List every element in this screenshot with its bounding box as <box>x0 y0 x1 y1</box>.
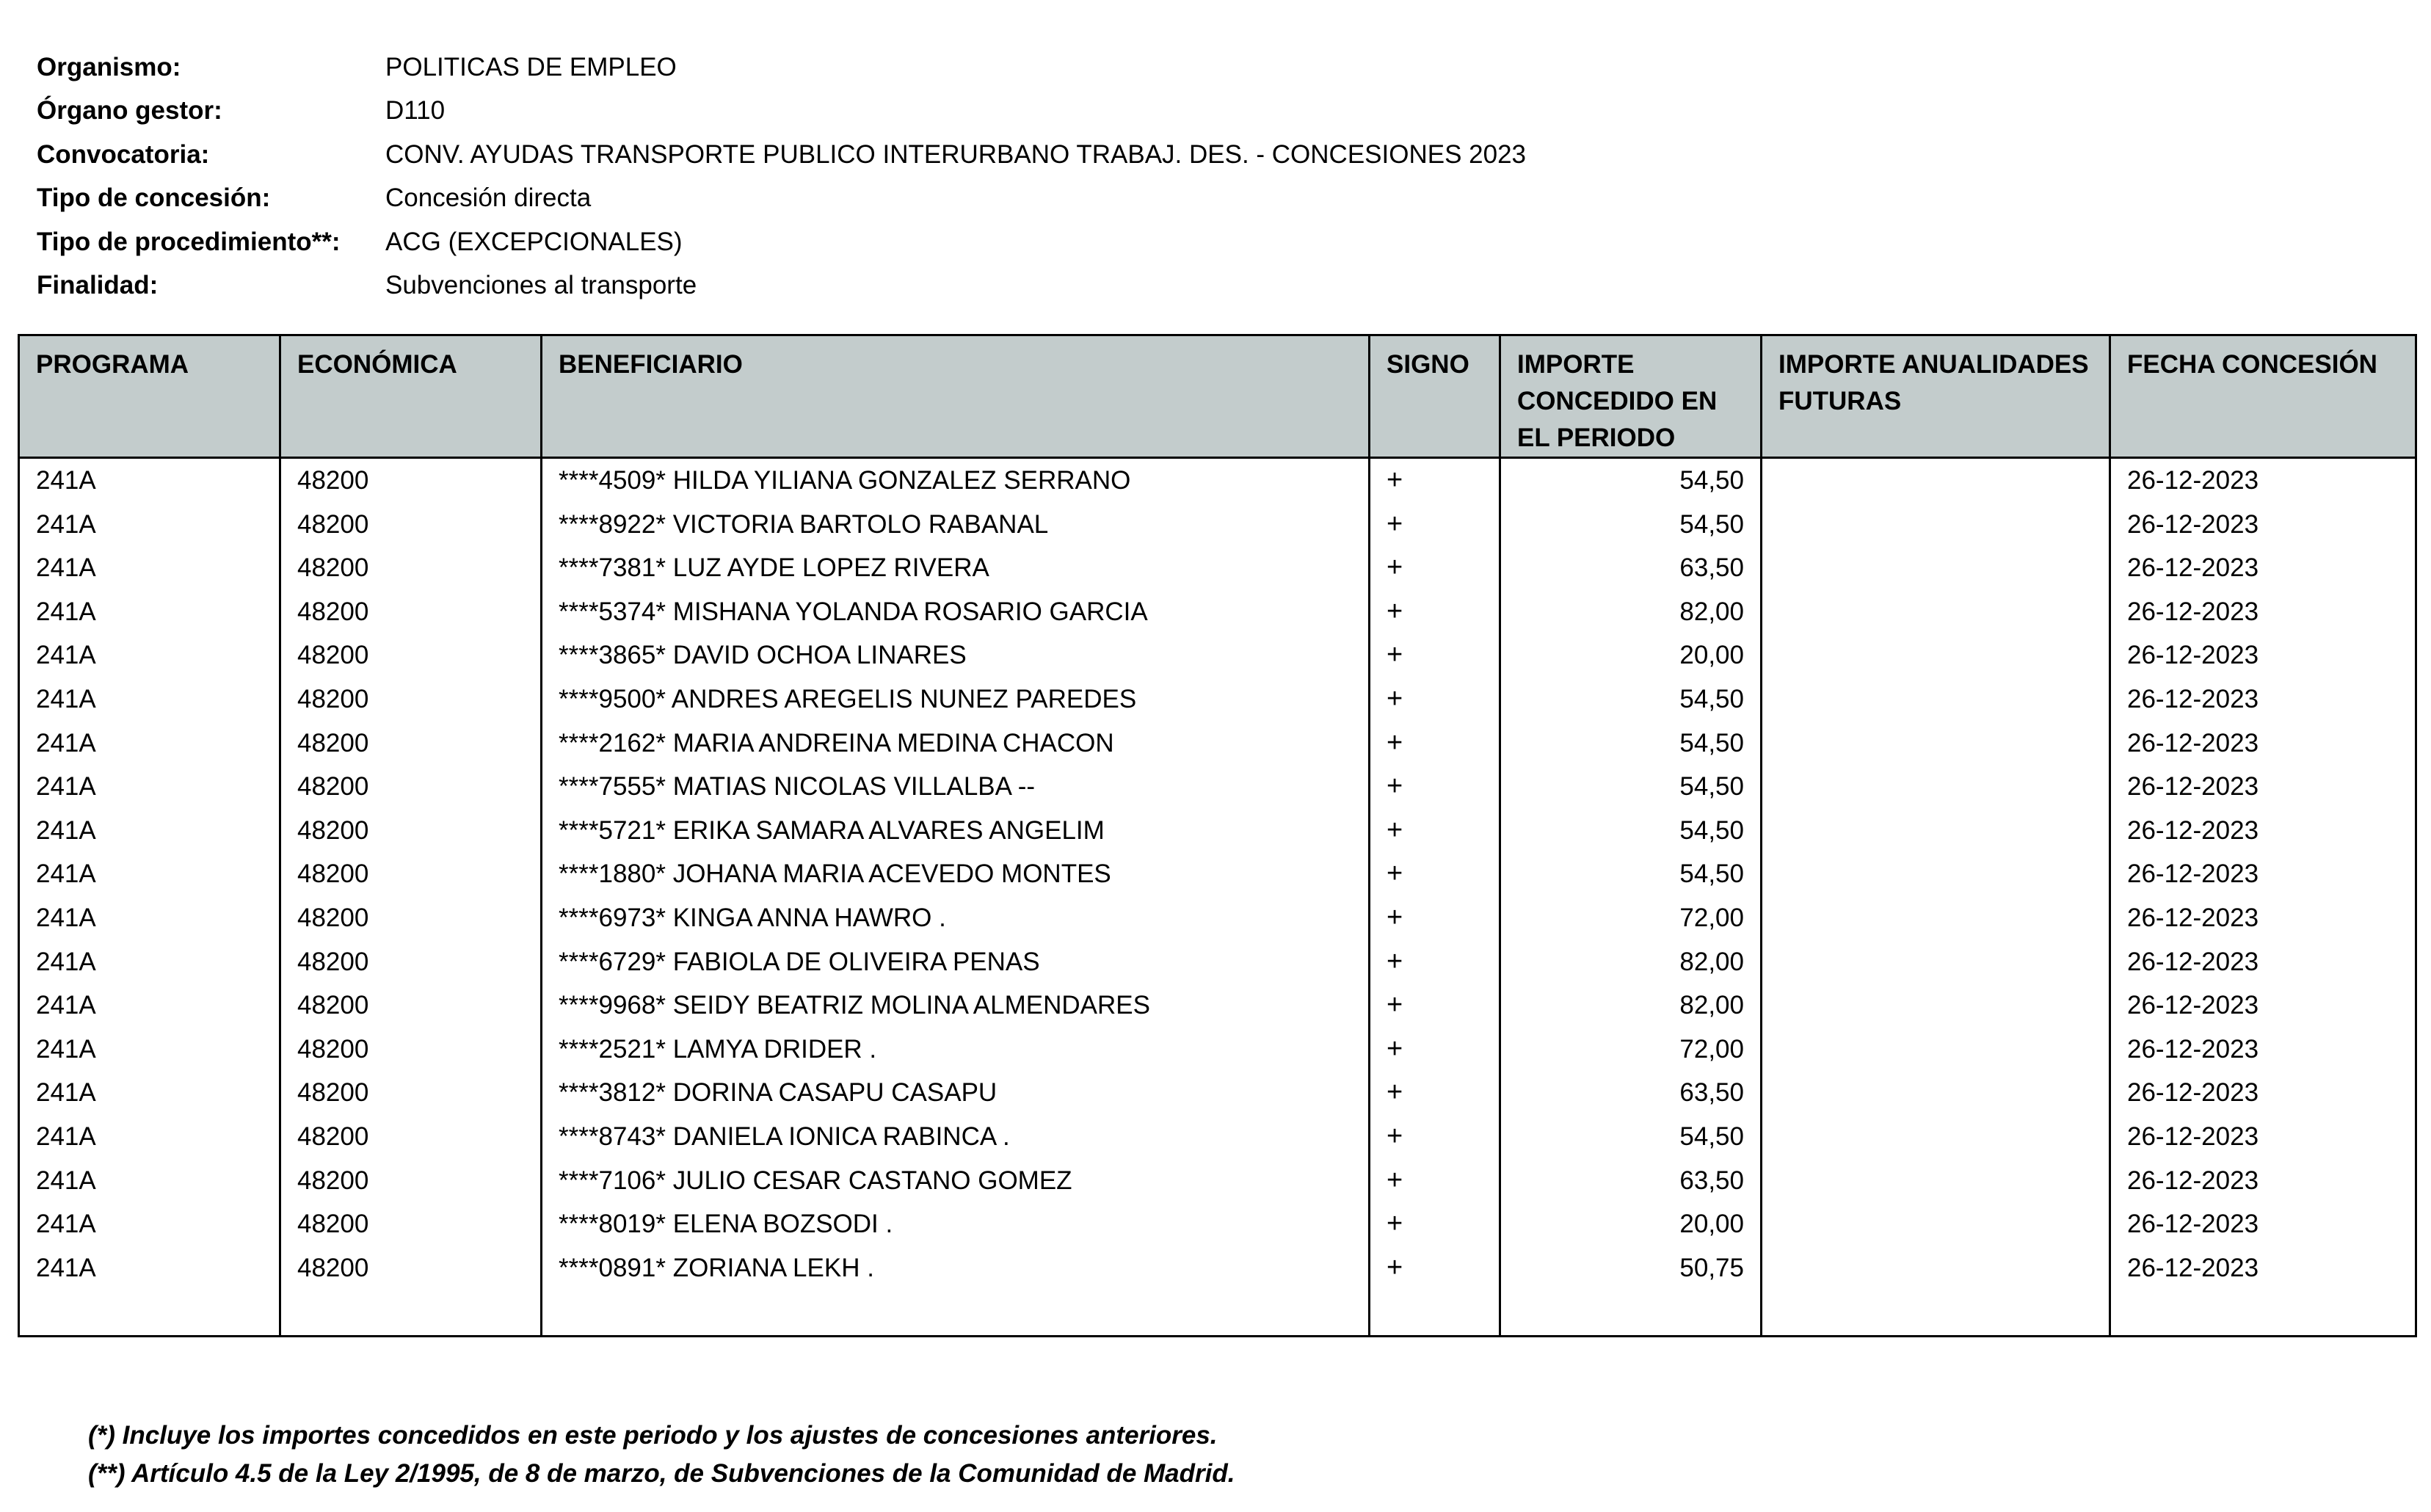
cell-fecha-concesion: 26-12-2023 <box>2110 852 2416 896</box>
cell-beneficiario: ****0891* ZORIANA LEKH . <box>542 1246 1370 1290</box>
cell-importe-anualidades <box>1762 458 2110 503</box>
cell-importe-anualidades <box>1762 590 2110 634</box>
cell-signo: + <box>1370 1159 1500 1203</box>
cell-programa: 241A <box>19 809 280 853</box>
cell-programa: 241A <box>19 633 280 677</box>
cell-signo: + <box>1370 677 1500 722</box>
field-value: CONV. AYUDAS TRANSPORTE PUBLICO INTERURBANO TRABAJ. DES. - CONCESIONES 2023 <box>385 139 1527 169</box>
table-row <box>19 940 2416 984</box>
cell-fecha-concesion: 26-12-2023 <box>2110 722 2416 766</box>
header-field-convocatoria <box>37 133 1526 177</box>
grants-table <box>18 334 2417 1337</box>
empty-cell <box>542 1290 1370 1337</box>
cell-programa: 241A <box>19 590 280 634</box>
cell-economica: 48200 <box>280 809 542 853</box>
cell-programa: 241A <box>19 852 280 896</box>
table-row <box>19 1071 2416 1115</box>
cell-programa: 241A <box>19 984 280 1028</box>
header-field-finalidad <box>37 264 1526 308</box>
cell-beneficiario: ****5721* ERIKA SAMARA ALVARES ANGELIM <box>542 809 1370 853</box>
footnotes <box>88 1417 1235 1493</box>
cell-economica: 48200 <box>280 1028 542 1072</box>
cell-fecha-concesion: 26-12-2023 <box>2110 1202 2416 1246</box>
cell-beneficiario: ****8922* VICTORIA BARTOLO RABANAL <box>542 503 1370 547</box>
empty-cell <box>280 1290 542 1337</box>
cell-importe-concedido: 54,50 <box>1500 1115 1762 1159</box>
cell-importe-anualidades <box>1762 852 2110 896</box>
table-header <box>19 335 2416 458</box>
cell-economica: 48200 <box>280 1202 542 1246</box>
cell-fecha-concesion: 26-12-2023 <box>2110 984 2416 1028</box>
field-value: Concesión directa <box>385 183 592 213</box>
cell-importe-concedido: 50,75 <box>1500 1246 1762 1290</box>
cell-signo: + <box>1370 809 1500 853</box>
cell-programa: 241A <box>19 677 280 722</box>
cell-signo: + <box>1370 590 1500 634</box>
cell-signo: + <box>1370 503 1500 547</box>
cell-importe-anualidades <box>1762 984 2110 1028</box>
empty-cell <box>2110 1290 2416 1337</box>
table-row <box>19 852 2416 896</box>
table-row <box>19 1246 2416 1290</box>
cell-signo: + <box>1370 852 1500 896</box>
cell-beneficiario: ****5374* MISHANA YOLANDA ROSARIO GARCIA <box>542 590 1370 634</box>
cell-fecha-concesion: 26-12-2023 <box>2110 1071 2416 1115</box>
table-row <box>19 590 2416 634</box>
table-row <box>19 458 2416 503</box>
cell-fecha-concesion: 26-12-2023 <box>2110 1115 2416 1159</box>
cell-programa: 241A <box>19 458 280 503</box>
table-row <box>19 765 2416 809</box>
cell-importe-anualidades <box>1762 1115 2110 1159</box>
cell-economica: 48200 <box>280 1159 542 1203</box>
cell-fecha-concesion: 26-12-2023 <box>2110 503 2416 547</box>
cell-beneficiario: ****7106* JULIO CESAR CASTANO GOMEZ <box>542 1159 1370 1203</box>
cell-signo: + <box>1370 1115 1500 1159</box>
cell-programa: 241A <box>19 503 280 547</box>
cell-fecha-concesion: 26-12-2023 <box>2110 633 2416 677</box>
cell-beneficiario: ****3865* DAVID OCHOA LINARES <box>542 633 1370 677</box>
cell-economica: 48200 <box>280 633 542 677</box>
cell-programa: 241A <box>19 1115 280 1159</box>
cell-beneficiario: ****4509* HILDA YILIANA GONZALEZ SERRANO <box>542 458 1370 503</box>
field-label: Tipo de procedimiento**: <box>37 227 341 256</box>
header-field-organismo <box>37 46 1526 90</box>
field-value: POLITICAS DE EMPLEO <box>385 52 677 81</box>
cell-importe-anualidades <box>1762 722 2110 766</box>
cell-beneficiario: ****3812* DORINA CASAPU CASAPU <box>542 1071 1370 1115</box>
field-label: Órgano gestor: <box>37 96 222 126</box>
cell-economica: 48200 <box>280 765 542 809</box>
field-label: Organismo: <box>37 52 181 81</box>
cell-programa: 241A <box>19 722 280 766</box>
cell-fecha-concesion: 26-12-2023 <box>2110 458 2416 503</box>
footnote-importes: (*) Incluye los importes concedidos en este periodo y los ajustes de concesiones anteriores. <box>88 1421 1218 1450</box>
cell-beneficiario: ****8743* DANIELA IONICA RABINCA . <box>542 1115 1370 1159</box>
cell-beneficiario: ****2162* MARIA ANDREINA MEDINA CHACON <box>542 722 1370 766</box>
cell-signo: + <box>1370 458 1500 503</box>
empty-cell <box>19 1290 280 1337</box>
cell-importe-concedido: 63,50 <box>1500 1159 1762 1203</box>
field-label: Convocatoria: <box>37 139 210 169</box>
cell-signo: + <box>1370 765 1500 809</box>
cell-fecha-concesion: 26-12-2023 <box>2110 896 2416 940</box>
cell-economica: 48200 <box>280 546 542 590</box>
column-header-importe-anualidades: IMPORTE ANUALIDADES FUTURAS <box>1762 335 2110 458</box>
cell-signo: + <box>1370 546 1500 590</box>
cell-importe-concedido: 82,00 <box>1500 590 1762 634</box>
header-field-tipo-procedimiento <box>37 220 1526 264</box>
cell-beneficiario: ****9968* SEIDY BEATRIZ MOLINA ALMENDARES <box>542 984 1370 1028</box>
cell-economica: 48200 <box>280 1115 542 1159</box>
cell-fecha-concesion: 26-12-2023 <box>2110 546 2416 590</box>
column-header-programa: PROGRAMA <box>19 335 280 458</box>
cell-beneficiario: ****8019* ELENA BOZSODI . <box>542 1202 1370 1246</box>
cell-signo: + <box>1370 896 1500 940</box>
cell-economica: 48200 <box>280 590 542 634</box>
table-row <box>19 1159 2416 1203</box>
cell-beneficiario: ****1880* JOHANA MARIA ACEVEDO MONTES <box>542 852 1370 896</box>
cell-economica: 48200 <box>280 1246 542 1290</box>
cell-signo: + <box>1370 1071 1500 1115</box>
cell-importe-concedido: 82,00 <box>1500 940 1762 984</box>
cell-importe-concedido: 54,50 <box>1500 503 1762 547</box>
table-row <box>19 809 2416 853</box>
cell-fecha-concesion: 26-12-2023 <box>2110 1246 2416 1290</box>
cell-economica: 48200 <box>280 722 542 766</box>
table-row <box>19 546 2416 590</box>
cell-fecha-concesion: 26-12-2023 <box>2110 809 2416 853</box>
cell-beneficiario: ****6973* KINGA ANNA HAWRO . <box>542 896 1370 940</box>
cell-importe-concedido: 54,50 <box>1500 677 1762 722</box>
cell-signo: + <box>1370 940 1500 984</box>
cell-programa: 241A <box>19 896 280 940</box>
cell-economica: 48200 <box>280 984 542 1028</box>
cell-importe-concedido: 63,50 <box>1500 546 1762 590</box>
table-row <box>19 896 2416 940</box>
cell-programa: 241A <box>19 1159 280 1203</box>
column-header-signo: SIGNO <box>1370 335 1500 458</box>
cell-programa: 241A <box>19 1071 280 1115</box>
cell-programa: 241A <box>19 765 280 809</box>
footnote-ley: (**) Artículo 4.5 de la Ley 2/1995, de 8 de marzo, de Subvenciones de la Comunidad de Madrid. <box>88 1459 1235 1488</box>
cell-signo: + <box>1370 722 1500 766</box>
cell-signo: + <box>1370 1028 1500 1072</box>
cell-beneficiario: ****9500* ANDRES AREGELIS NUNEZ PAREDES <box>542 677 1370 722</box>
cell-programa: 241A <box>19 1246 280 1290</box>
table-header-row <box>19 335 2416 458</box>
cell-importe-concedido: 20,00 <box>1500 1202 1762 1246</box>
cell-programa: 241A <box>19 940 280 984</box>
table-row <box>19 677 2416 722</box>
cell-signo: + <box>1370 633 1500 677</box>
header-field-tipo-concesion <box>37 177 1526 221</box>
cell-importe-concedido: 63,50 <box>1500 1071 1762 1115</box>
field-label: Tipo de concesión: <box>37 183 271 213</box>
cell-importe-concedido: 72,00 <box>1500 896 1762 940</box>
cell-beneficiario: ****7381* LUZ AYDE LOPEZ RIVERA <box>542 546 1370 590</box>
cell-economica: 48200 <box>280 458 542 503</box>
table-row <box>19 633 2416 677</box>
cell-fecha-concesion: 26-12-2023 <box>2110 940 2416 984</box>
table-row <box>19 1115 2416 1159</box>
cell-importe-anualidades <box>1762 1028 2110 1072</box>
cell-programa: 241A <box>19 1202 280 1246</box>
cell-importe-anualidades <box>1762 809 2110 853</box>
cell-importe-anualidades <box>1762 1071 2110 1115</box>
cell-economica: 48200 <box>280 503 542 547</box>
cell-importe-anualidades <box>1762 677 2110 722</box>
table-row <box>19 503 2416 547</box>
column-header-fecha-concesion: FECHA CONCESIÓN <box>2110 335 2416 458</box>
cell-importe-concedido: 54,50 <box>1500 809 1762 853</box>
column-header-importe-concedido: IMPORTE CONCEDIDO EN EL PERIODO <box>1500 335 1762 458</box>
cell-economica: 48200 <box>280 1071 542 1115</box>
cell-fecha-concesion: 26-12-2023 <box>2110 590 2416 634</box>
column-header-economica: ECONÓMICA <box>280 335 542 458</box>
table-row <box>19 1202 2416 1246</box>
cell-beneficiario: ****7555* MATIAS NICOLAS VILLALBA -- <box>542 765 1370 809</box>
cell-fecha-concesion: 26-12-2023 <box>2110 1159 2416 1203</box>
cell-beneficiario: ****2521* LAMYA DRIDER . <box>542 1028 1370 1072</box>
cell-importe-anualidades <box>1762 1246 2110 1290</box>
empty-cell <box>1500 1290 1762 1337</box>
cell-importe-concedido: 82,00 <box>1500 984 1762 1028</box>
empty-cell <box>1370 1290 1500 1337</box>
cell-economica: 48200 <box>280 677 542 722</box>
cell-fecha-concesion: 26-12-2023 <box>2110 765 2416 809</box>
cell-programa: 241A <box>19 546 280 590</box>
cell-importe-anualidades <box>1762 765 2110 809</box>
cell-importe-anualidades <box>1762 503 2110 547</box>
cell-signo: + <box>1370 1246 1500 1290</box>
cell-signo: + <box>1370 1202 1500 1246</box>
cell-importe-concedido: 20,00 <box>1500 633 1762 677</box>
field-value: ACG (EXCEPCIONALES) <box>385 227 683 256</box>
cell-economica: 48200 <box>280 940 542 984</box>
cell-economica: 48200 <box>280 896 542 940</box>
field-value: D110 <box>385 96 446 126</box>
cell-importe-concedido: 54,50 <box>1500 765 1762 809</box>
cell-fecha-concesion: 26-12-2023 <box>2110 1028 2416 1072</box>
table-body <box>19 458 2416 1337</box>
cell-importe-concedido: 72,00 <box>1500 1028 1762 1072</box>
cell-importe-anualidades <box>1762 940 2110 984</box>
cell-signo: + <box>1370 984 1500 1028</box>
cell-importe-anualidades <box>1762 1159 2110 1203</box>
column-header-beneficiario: BENEFICIARIO <box>542 335 1370 458</box>
cell-importe-concedido: 54,50 <box>1500 722 1762 766</box>
cell-importe-concedido: 54,50 <box>1500 852 1762 896</box>
table-row <box>19 984 2416 1028</box>
cell-importe-concedido: 54,50 <box>1500 458 1762 503</box>
cell-economica: 48200 <box>280 852 542 896</box>
field-label: Finalidad: <box>37 271 159 300</box>
table-spacer-row <box>19 1290 2416 1337</box>
cell-programa: 241A <box>19 1028 280 1072</box>
cell-importe-anualidades <box>1762 633 2110 677</box>
empty-cell <box>1762 1290 2110 1337</box>
cell-beneficiario: ****6729* FABIOLA DE OLIVEIRA PENAS <box>542 940 1370 984</box>
table-row <box>19 1028 2416 1072</box>
field-value: Subvenciones al transporte <box>385 271 697 300</box>
cell-importe-anualidades <box>1762 1202 2110 1246</box>
cell-importe-anualidades <box>1762 896 2110 940</box>
table-row <box>19 722 2416 766</box>
cell-fecha-concesion: 26-12-2023 <box>2110 677 2416 722</box>
cell-importe-anualidades <box>1762 546 2110 590</box>
header-field-organo-gestor <box>37 90 1526 134</box>
document-header <box>37 46 1526 308</box>
